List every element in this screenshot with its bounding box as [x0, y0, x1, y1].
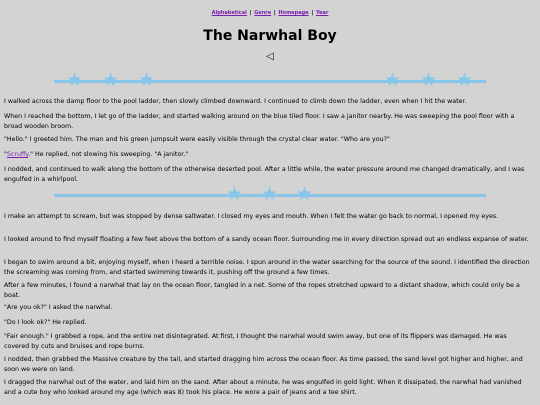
story-paragraph: I walked across the damp floor to the pool ladder, then slowly climbed downward. I continued to climb down the ladder, even when I hit the water. — [4, 98, 467, 105]
star-icon: ★ — [66, 69, 84, 91]
story-paragraph: "Fair enough." I grabbed a rope, and the entire net disintegrated. At first, I thought the narwhal would swim away, but one of its flippers was damaged. He was covered by cuts and bruises and rope burns. — [4, 333, 507, 350]
story-paragraph: I looked around to find myself floating a few feet above the bottom of a sandy ocean floor. Surrounding me in every direction spread out an endless expanse of water. — [4, 236, 529, 243]
paragraph-text: ." He replied, not slowing his sweeping. "A janitor." — [28, 151, 189, 158]
nav-link-homepage[interactable]: Homepage — [278, 10, 309, 16]
back-arrow-icon[interactable]: ◁ — [266, 51, 274, 62]
star-icon: ★ — [261, 183, 279, 205]
star-divider-middle — [54, 183, 486, 205]
story-paragraph: I make an attempt to scream, but was stopped by dense saltwater. I closed my eyes and mouth. When I felt the water go back to normal, I opened my eyes. — [4, 213, 499, 220]
nav-separator: | — [311, 10, 314, 16]
story-paragraph: When I reached the bottom, I let go of the ladder, and started walking around on the blue tiled floor. I saw a janitor nearby. He was sweeping the pool floor with a broad wooden broom. — [4, 113, 515, 130]
star-icon: ★ — [456, 69, 474, 91]
story-paragraph: I nodded, then grabbed the Massive creature by the tail, and started dragging him across the ocean floor. As time passed, the sand level got higher and higher, and soon we were on land. — [4, 356, 523, 373]
nav-link-genre[interactable]: Genre — [254, 10, 272, 16]
story-paragraph: "Are you ok?" I asked the narwhal. — [4, 304, 113, 311]
nav-separator: | — [273, 10, 276, 16]
star-icon: ★ — [384, 69, 402, 91]
star-icon: ★ — [420, 69, 438, 91]
star-icon: ★ — [102, 69, 120, 91]
nav-link-year[interactable]: Year — [315, 10, 329, 16]
star-icon: ★ — [226, 183, 244, 205]
scruffy-link[interactable]: Scruffy — [6, 151, 29, 158]
page-title: The Narwhal Boy — [203, 28, 337, 44]
story-paragraph: "Hello." I greeted him. The man and his green jumpsuit were easily visible through the crystal clear water. "Who are you?" — [4, 136, 390, 143]
top-navigation — [0, 0, 540, 18]
star-icon: ★ — [296, 183, 314, 205]
story-paragraph: I nodded, and continued to walk along the bottom of the otherwise deserted pool. After a little while, the water pressure around me changed dramatically, and I was engulfed in a whirlpool. — [4, 166, 525, 183]
star-divider-top — [54, 69, 486, 91]
story-paragraph: I began to swim around a bit, enjoying myself, when I heard a terrible noise. I spun around in the water searching for the source of the sound. I identified the direction the screaming was coming from, and started swimming towards it, pushing off the ground a few times. — [4, 259, 530, 276]
story-paragraph: After a few minutes, I found a narwhal that lay on the ocean floor, tangled in a net. Some of the ropes stretched upward to a distant shadow, which could only be a boat. — [4, 282, 520, 299]
star-icon: ★ — [138, 69, 156, 91]
nav-link-alphabetical[interactable]: Alphabetical — [211, 10, 247, 16]
story-paragraph: "Do I look ok?" He replied. — [4, 319, 87, 326]
nav-separator: | — [249, 10, 252, 16]
story-paragraph: "Scruffy." He replied, not slowing his sweeping. "A janitor." — [4, 151, 189, 158]
story-paragraph: I dragged the narwhal out of the water, and laid him on the sand. After about a minute, he was engulfed in gold light. When it dissipated, the narwhal had vanished and a cute boy who looked around my age (which was 8) took his place. He wore a pair of jeans and a tee shirt. — [4, 379, 522, 396]
